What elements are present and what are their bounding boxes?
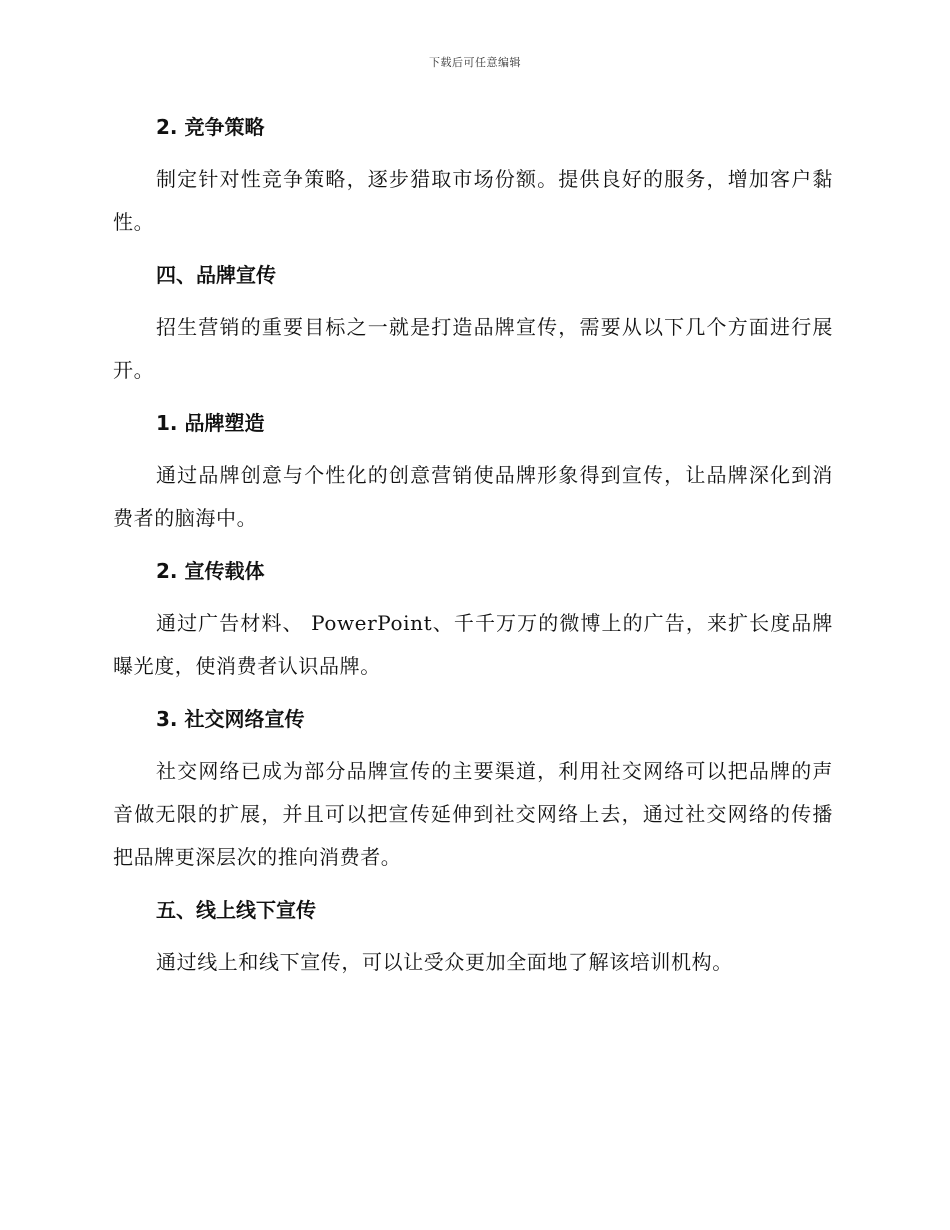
document-body <box>113 112 833 1000</box>
paragraph-brand-promotion-intro: 招生营销的重要目标之一就是打造品牌宣传，需要从以下几个方面进行展开。 <box>113 315 833 382</box>
paragraph-online-offline: 通过线上和线下宣传，可以让受众更加全面地了解该培训机构。 <box>156 950 733 974</box>
paragraph-brand-shaping: 通过品牌创意与个性化的创意营销使品牌形象得到宣传，让品牌深化到消费者的脑海中。 <box>113 463 833 530</box>
section-heading-competition-strategy: 2. 竞争策略 <box>156 115 265 139</box>
section-heading-brand-promotion: 四、品牌宣传 <box>156 263 276 287</box>
section-heading-social-network: 3. 社交网络宣传 <box>156 707 305 731</box>
paragraph-promotion-carrier: 通过广告材料、 PowerPoint、千千万万的微博上的广告，来扩长度品牌曝光度，使消费者认识品牌。 <box>113 611 833 678</box>
section-heading-online-offline: 五、线上线下宣传 <box>156 898 316 922</box>
page-header: 下载后可任意编辑 <box>429 56 521 69</box>
section-heading-brand-shaping: 1. 品牌塑造 <box>156 411 265 435</box>
paragraph-social-network: 社交网络已成为部分品牌宣传的主要渠道，利用社交网络可以把品牌的声音做无限的扩展，并且可以把宣传延伸到社交网络上去，通过社交网络的传播把品牌更深层次的推向消费者。 <box>113 759 833 869</box>
section-heading-promotion-carrier: 2. 宣传载体 <box>156 559 265 583</box>
paragraph-competition-strategy: 制定针对性竞争策略，逐步猎取市场份额。提供良好的服务，增加客户黏性。 <box>113 167 833 234</box>
